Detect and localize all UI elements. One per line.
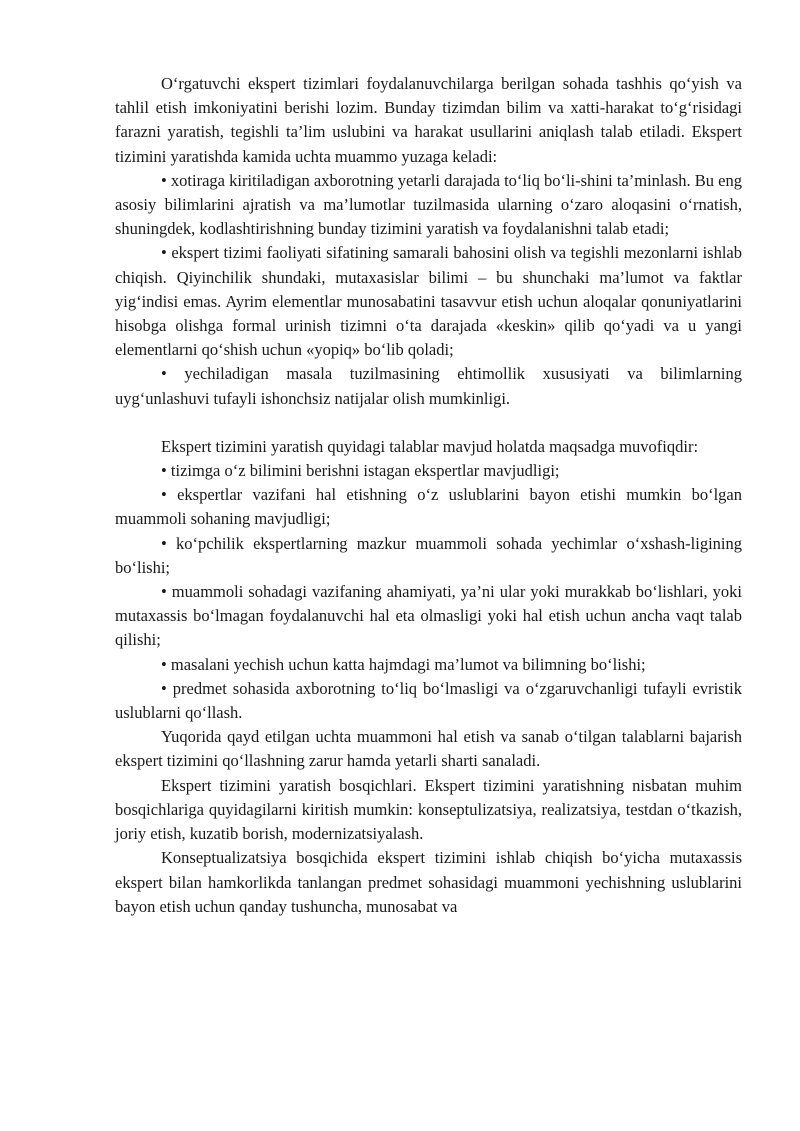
bullet-problem-domain: • ekspertlar vazifani hal etishning o‘z uslublarini bayon etishi mumkin bo‘lgan muammoli sohaning mavjudligi;: [115, 485, 742, 529]
bullet-task-importance: • muammoli sohadagi vazifaning ahamiyati, ya’ni ular yoki murakkab bo‘lishlari, yoki mutaxassis bo‘lmagan foydalanuvchi hal eta olmasligi yoki hal etish uchun ancha vaqt talab qilishi;: [115, 582, 742, 650]
bullet-large-data: • masalani yechish uchun katta hajmdagi ma’lumot va bilimning bo‘lishi;: [161, 654, 646, 674]
bullet-unreliable-results: • yechiladigan masala tuzilmasining ehtimollik xususiyati va bilimlarning uyg‘unlashuvi tufayli ishonchsiz natijalar olish mumkinligi.: [115, 364, 742, 408]
bullet-similar-solutions: • ko‘pchilik ekspertlarning mazkur muammoli sohada yechimlar o‘xshash-ligining bo‘lishi;: [115, 533, 742, 577]
paragraph-conceptualization: Konseptualizatsiya bosqichida ekspert tizimini ishlab chiqish bo‘yicha mutaxassis ekspert bilan hamkorlikda tanlangan predmet sohasidagi muammoni yechishning uslublarini bayon etish uchun qanday tushuncha, munosabat va: [115, 848, 742, 916]
paragraph-stages: Ekspert tizimini yaratish bosqichlari. Ekspert tizimini yaratishning nisbatan muhim bosqichlariga quyidagilarni kiritish mumkin: konseptulizatsiya, realizatsiya, testdan o‘tkazish, joriy etish, kuzatib borish, modernizatsiyalash.: [115, 775, 742, 844]
paragraph-requirements: Ekspert tizimini yaratish quyidagi talablar mavjud holatda maqsadga muvofiqdir:: [161, 436, 699, 456]
paragraph-conditions: Yuqorida qayd etilgan uchta muammoni hal etish va sanab o‘tilgan talablarni bajarish ekspert tizimini qo‘llashning zarur hamda yetarli sharti sanaladi.: [115, 727, 742, 771]
bullet-experts-exist: • tizimga o‘z bilimini berishni istagan ekspertlar mavjudligi;: [161, 461, 560, 481]
paragraph-gap: [115, 411, 742, 435]
paragraph-intro: O‘rgatuvchi ekspert tizimlari foydalanuvchilarga berilgan sohada tashhis qo‘yish va tahlil etish imkoniyatini berishi lozim. Bunday tizimdan bilim va xatti-harakat to‘g‘risidagi farazni yaratish, tegishli ta’lim uslubini va harakat usullarini aniqlash talab etiladi. Ekspert tizimini yaratishda kamida uchta muammo yuzaga keladi:: [115, 74, 742, 166]
bullet-quality-evaluation: • ekspert tizimi faoliyati sifatining samarali bahosini olish va tegishli mezonlarni ishlab chiqish. Qiyinchilik shundaki, mutaxasislar bilimi – bu shunchaki ma’lumot va faktlar yig‘indisi emas. Ayrim elementlar munosabatini tasavvur etish uchun aloqalar qonuniyatlarini hisobga olishga formal urinish tizimni o‘ta darajada «keskin» qilib qo‘yadi va u yangi elementlarni qo‘shish uchun «yopiq» bo‘lib qoladi;: [115, 243, 742, 360]
bullet-memory-info: • xotiraga kiritiladigan axborotning yetarli darajada to‘liq bo‘li-shini ta’minlash. Bu eng asosiy bilimlarini ajratish va ma’lumotlar tuzilmasida ularning o‘zaro aloqasini o‘rnatish, shuningdek, kodlashtirishning bunday tizimini yaratish va foydalanishni talab etadi;: [115, 170, 742, 239]
bullet-heuristic-methods: • predmet sohasida axborotning to‘liq bo‘lmasligi va o‘zgaruvchanligi tufayli evristik uslublarni qo‘llash.: [115, 678, 742, 723]
document-page: [115, 72, 742, 919]
